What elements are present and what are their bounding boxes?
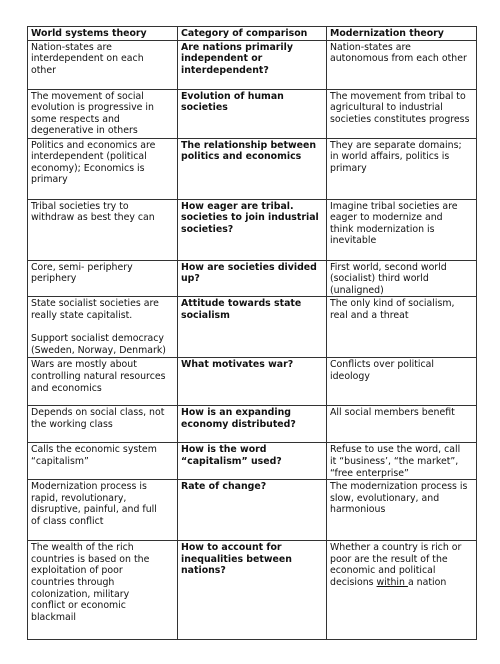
cell-line: How to account for [181,542,282,554]
cell-line: Refuse to use the word, call [330,444,461,456]
cell-line: What motivates war? [181,359,294,371]
cell-line: How eager are tribal. [181,200,294,212]
cell-line: rapid, revolutionary, [31,492,127,504]
cell-line: evolution is progressive in [31,102,154,114]
world-systems-cell [28,541,178,640]
modernization-cell [327,358,477,406]
world-systems-cell [28,297,178,358]
cell-line: inequalities between [181,553,292,565]
table-row [28,406,477,443]
modernization-cell [327,541,477,640]
cell-line: real and a threat [330,309,409,321]
cell-line: “free enterprise” [330,467,409,479]
cell-line: How is an expanding [181,407,291,419]
world-systems-cell [28,138,178,199]
cell-line: conflict or economic [31,600,126,612]
world-systems-cell [28,358,178,406]
world-systems-cell [28,260,178,297]
modernization-cell [327,89,477,138]
cell-line: eager to modernize and [330,212,443,224]
cell-line: Rate of change? [181,481,267,493]
cell-line: other [31,64,56,76]
table-row [28,138,477,199]
underlined-word: within [376,576,408,588]
cell-line: inevitable [330,235,377,247]
category-cell [178,260,327,297]
cell-line: interdependent (political [31,151,147,163]
comparison-table [27,26,477,640]
cell-line: Modernization process is [31,481,147,493]
cell-line: How are societies divided [181,261,317,273]
cell-line: agricultural to industrial [330,102,443,114]
modernization-cell [327,199,477,260]
cell-line: degenerative in others [31,125,138,137]
cell-line: ideology [330,370,370,382]
cell-line: Calls the economic system [31,444,157,456]
cell-line: countries is based on the [31,553,150,565]
category-cell [178,89,327,138]
header-category: Category of comparison [178,27,327,41]
modernization-cell [327,260,477,297]
modernization-cell [327,138,477,199]
cell-line: economic and political [330,565,436,577]
cell-line: independent or [181,53,263,65]
category-cell [178,541,327,640]
cell-line: primary [330,162,367,174]
cell-line: Nation-states are [330,41,411,53]
cell-line: interdependent on each [31,53,144,65]
cell-line: Wars are mostly about [31,359,137,371]
category-cell [178,358,327,406]
world-systems-cell [28,40,178,89]
cell-line: First world, second world [330,261,447,273]
modernization-cell [327,443,477,480]
cell-line: exploitation of poor [31,565,123,577]
cell-line: economy distributed? [181,418,296,430]
cell-line: The relationship between [181,139,317,151]
category-cell [178,297,327,358]
cell-line: Imagine tribal societies are [330,200,458,212]
cell-line: autonomous from each other [330,53,467,65]
cell-line: slow, evolutionary, and [330,492,440,504]
modernization-cell [327,480,477,541]
cell-line: “capitalism” used? [181,455,282,467]
cell-line: Depends on social class, not [31,407,165,419]
cell-line: economy); Economics is [31,162,145,174]
cell-line: controlling natural resources [31,370,166,382]
cell-line: of class conflict [31,515,104,527]
category-cell [178,199,327,260]
modernization-cell [327,406,477,443]
modernization-cell [327,40,477,89]
cell-line: Are nations primarily [181,41,293,53]
category-cell [178,138,327,199]
paragraph-gap [31,322,175,334]
cell-line: Support socialist democracy [31,333,164,345]
category-cell [178,406,327,443]
cell-line: Core, semi- periphery [31,261,133,273]
cell-line: The wealth of the rich [31,542,134,554]
cell-line: withdraw as best they can [31,212,155,224]
cell-line: nations? [181,565,226,577]
category-cell [178,480,327,541]
cell-line: Whether a country is rich or [330,542,462,554]
cell-line: socialism [181,309,230,321]
cell-line: think modernization is [330,223,435,235]
cell-line: poor are the result of the [330,553,448,565]
cell-line: (Sweden, Norway, Denmark) [31,344,166,356]
cell-line: Politics and economics are [31,139,156,151]
cell-line: really state capitalist. [31,309,133,321]
cell-line: How is the word [181,444,267,456]
modernization-cell [327,297,477,358]
cell-line: The modernization process is [330,481,468,493]
cell-line: (socialist) third world [330,273,429,285]
world-systems-cell [28,199,178,260]
cell-line: blackmail [31,611,76,623]
category-cell [178,40,327,89]
table-row [28,89,477,138]
cell-line-last [330,577,474,589]
cell-line: societies constitutes progress [330,113,470,125]
cell-line: State socialist societies are [31,298,159,310]
table-row [28,199,477,260]
cell-line: the working class [31,418,113,430]
cell-line: harmonious [330,504,386,516]
table-row [28,40,477,89]
cell-line: colonization, military [31,588,130,600]
cell-line: societies to join industrial [181,212,319,224]
header-world-systems: World systems theory [28,27,178,41]
cell-line: and economics [31,382,102,394]
header-modernization: Modernization theory [327,27,477,41]
world-systems-cell [28,443,178,480]
cell-line: countries through [31,576,115,588]
cell-line: societies [181,102,228,114]
table-row [28,260,477,297]
cell-line: disruptive, painful, and full [31,504,157,516]
world-systems-cell [28,406,178,443]
cell-line: primary [31,174,68,186]
world-systems-cell [28,480,178,541]
table-row [28,480,477,541]
cell-line: The only kind of socialism, [330,298,455,310]
cell-line: Conflicts over political [330,359,434,371]
cell-line: periphery [31,273,77,285]
cell-line: The movement from tribal to [330,90,466,102]
cell-line: societies? [181,223,234,235]
cell-line: in world affairs, politics is [330,151,450,163]
table-row [28,541,477,640]
category-cell [178,443,327,480]
table-row [28,358,477,406]
cell-line: Attitude towards state [181,298,302,310]
cell-line: politics and economics [181,151,302,163]
world-systems-cell [28,89,178,138]
cell-line: it “business’, “the market”, [330,455,459,467]
cell-line: “capitalism” [31,455,89,467]
cell-line: Tribal societies try to [31,200,129,212]
text-segment: decisions [330,576,377,588]
table-row [28,297,477,358]
cell-line: some respects and [31,113,120,125]
table-row [28,443,477,480]
cell-line: Evolution of human [181,90,284,102]
text-segment: a nation [407,576,447,588]
cell-line: They are separate domains; [330,139,462,151]
header-row [28,27,477,41]
cell-line: The movement of social [31,90,144,102]
cell-line: interdependent? [181,64,269,76]
cell-line: (unaligned) [330,284,384,296]
cell-line: up? [181,273,200,285]
cell-line: Nation-states are [31,41,112,53]
cell-line: All social members benefit [330,407,455,419]
